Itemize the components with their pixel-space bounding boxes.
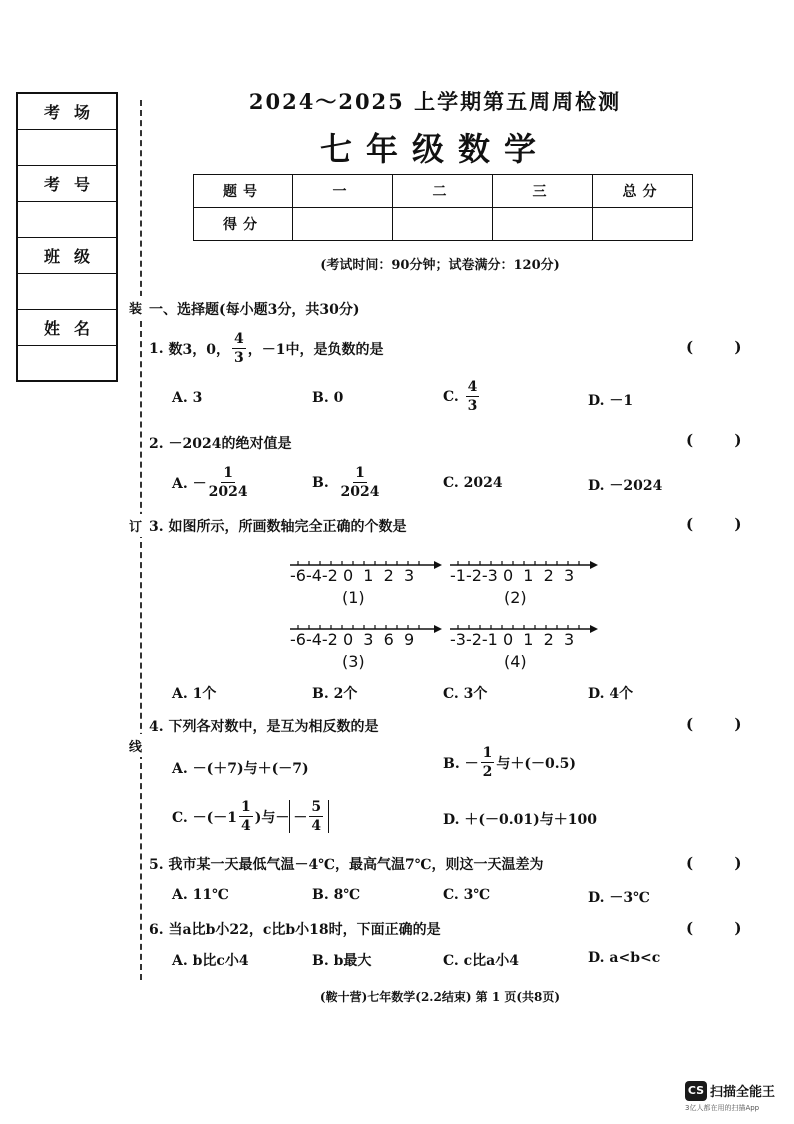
question-text: 数3，0， [168,341,230,358]
answer-paren: ( ) [686,338,760,356]
question-text: －2024的绝对值是 [168,436,292,452]
option-a: A. 11℃ [172,887,229,903]
number-line-2-tag: (2) [504,588,527,607]
scanner-watermark [685,1080,775,1113]
score-header-cell: 一 [293,175,393,208]
score-row-label: 得分 [194,208,293,241]
option-d: D. a<b<c [588,950,661,966]
option-d: D. ＋(－0.01)与＋100 [443,812,597,828]
info-label-exam-room: 考场 [18,94,116,130]
option-d: D. 4个 [588,686,634,702]
answer-paren: ( ) [686,431,760,449]
exam-title: 2024～2025 上学期第五周周检测 [248,89,622,114]
score-table-score-row [194,208,693,241]
score-header-cell: 总分 [593,175,693,208]
option-a: A. b比c小4 [172,953,249,969]
question-1 [149,332,383,365]
option-c: C. 2024 [443,475,503,491]
option-b: B. 8℃ [312,887,361,903]
binding-char-ding: 订 [129,514,142,537]
fraction: $\frac{4}{3}$ [233,331,244,366]
option-c: C. $\frac{4}{3}$ [443,379,478,414]
info-label-class: 班级 [18,238,116,274]
watermark-name: 扫描全能王 [710,1085,776,1100]
question-text: 当a比b小22，c比b小18时，下面正确的是 [168,922,441,938]
option-c: C. 3个 [443,686,488,702]
option-b: B. b最大 [312,953,372,969]
option-a: A. 1个 [172,686,217,702]
watermark-subtitle: 3亿人都在用的扫描App [685,1103,760,1112]
score-cell [293,208,393,241]
score-cell [393,208,493,241]
score-cell [493,208,593,241]
question-text: 我市某一天最低气温－4℃，最高气温7℃，则这一天温差为 [168,857,544,873]
binding-char-zhuang: 装 [129,296,142,319]
question-5: 5. 我市某一天最低气温－4℃，最高气温7℃，则这一天温差为 [149,857,544,873]
answer-paren: ( ) [686,515,760,533]
question-text: ，－1中，是负数的是 [247,341,384,358]
number-line-3-tag: (3) [342,652,365,671]
info-field-name [18,346,116,384]
option-a: A. － $\frac{1}{2024}$ [172,465,248,500]
absolute-value: － $\frac{5}{4}$ [289,800,329,833]
binding-dashed-line [140,100,142,980]
score-header-cell: 三 [493,175,593,208]
score-header-cell: 题号 [194,175,293,208]
question-text: 下列各对数中，是互为相反数的是 [168,719,379,735]
question-6: 6. 当a比b小22，c比b小18时，下面正确的是 [149,922,441,938]
number-line-4-tag: (4) [504,652,527,671]
info-label-exam-number: 考号 [18,166,116,202]
question-text: 如图所示，所画数轴完全正确的个数是 [168,519,407,535]
answer-paren: ( ) [686,854,760,872]
option-c: C. 3℃ [443,887,491,903]
option-c: C. c比a小4 [443,953,519,969]
option-b: B. － $\frac{1}{2}$ 与＋(－0.5) [443,745,576,780]
section-title: 一、选择题(每小题3分，共30分) [149,302,360,318]
info-label-name: 姓名 [18,310,116,346]
question-3: 3. 如图所示，所画数轴完全正确的个数是 [149,519,407,535]
answer-paren: ( ) [686,919,760,937]
number-line-1-labels: -6-4-2 0 1 2 3 [290,566,415,585]
option-c: C. －(－1 $\frac{1}{4}$ )与－ － $\frac{5}{4}$ [172,800,329,833]
option-a: A. －(＋7)与＋(－7) [172,761,309,777]
number-line-1-tag: (1) [342,588,365,607]
option-d: D. －1 [588,393,634,409]
answer-paren: ( ) [686,715,760,733]
option-b: B. 0 [312,390,344,406]
option-d: D. －3℃ [588,890,650,906]
option-d: D. －2024 [588,478,663,494]
score-table [193,174,693,241]
question-4: 4. 下列各对数中，是互为相反数的是 [149,719,379,735]
score-cell [593,208,693,241]
number-line-2-labels: -1-2-3 0 1 2 3 [450,566,575,585]
score-table-header-row [194,175,693,208]
camscanner-logo-icon: CS [685,1081,707,1101]
option-b: B. $\frac{1}{2024}$ [312,465,380,500]
info-field-class [18,274,116,310]
question-number: 1. [149,340,164,357]
binding-char-xian: 线 [129,734,142,757]
subject-title: 七年级数学 [319,130,550,168]
number-line-3-labels: -6-4-2 0 3 6 9 [290,630,415,649]
info-field-exam-number [18,202,116,238]
number-line-4-labels: -3-2-1 0 1 2 3 [450,630,575,649]
score-header-cell: 二 [393,175,493,208]
page-footer: (鞍十营)七年数学(2.2结束) 第 1 页(共8页) [319,990,561,1004]
option-a: A. 3 [172,390,203,406]
exam-note: (考试时间：90分钟；试卷满分：120分) [320,258,560,273]
option-b: B. 2个 [312,686,358,702]
question-2: 2. －2024的绝对值是 [149,436,292,452]
